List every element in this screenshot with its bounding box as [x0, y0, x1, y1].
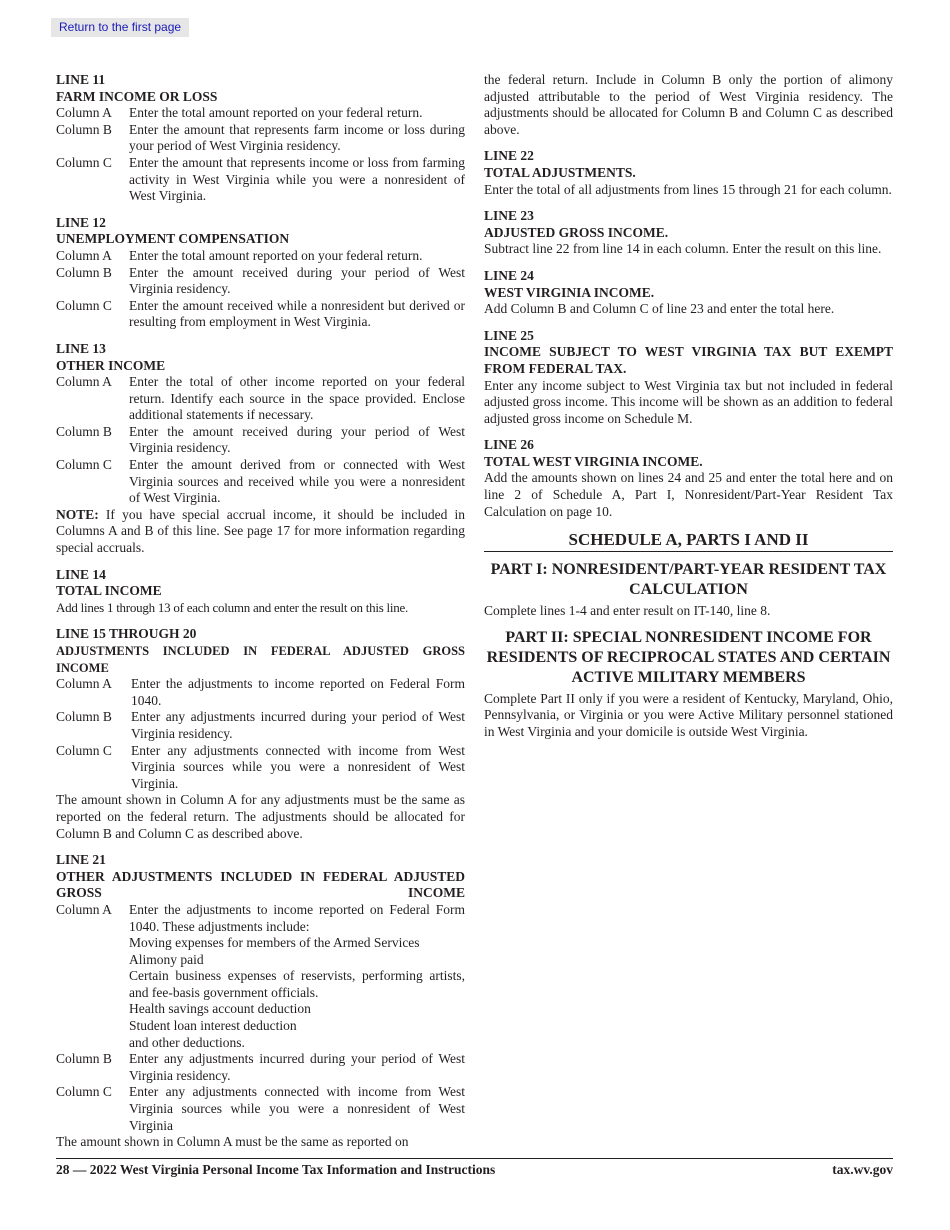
line-label: LINE 11 [56, 72, 106, 87]
column-text: Enter the amount received during your period of West Virginia residency. [129, 423, 465, 456]
section-text: Enter any income subject to West Virginia tax but not included in federal adjusted gross income. This income will be shown as an addition to federal adjusted gross income on Schedule M. [484, 377, 893, 426]
section-text: the federal return. Include in Column B only the portion of alimony adjusted attributable to the period of West Virginia residency. The adjustments should be allocated for Column B and Column C as described above. [484, 72, 893, 137]
column-row [56, 424, 465, 457]
adjustment-item: Health savings account deduction [129, 1001, 311, 1017]
section-heading: OTHER ADJUSTMENTS INCLUDED IN FEDERAL ADJUSTED GROSS INCOME [56, 868, 465, 901]
footer-website: tax.wv.gov [832, 1162, 893, 1177]
section-text: The amount shown in Column A for any adjustments must be the same as reported on the federal return. The adjustments should be allocated for Column B and Column C as described above. [56, 792, 465, 841]
column-label: Column B [56, 121, 112, 137]
line-12-section [56, 215, 465, 331]
column-text: Enter any adjustments incurred during your period of West Virginia residency. [131, 709, 465, 741]
line-24-section [484, 268, 893, 318]
column-text: Enter the adjustments to income reported on Federal Form 1040. These adjustments include: [129, 901, 465, 934]
column-label: Column B [56, 423, 112, 439]
column-row [56, 265, 465, 298]
line-label: LINE 15 THROUGH 20 [56, 626, 197, 642]
column-row [56, 248, 465, 265]
line-21-section [56, 852, 465, 1151]
section-heading: WEST VIRGINIA INCOME. [484, 284, 655, 300]
line-label: LINE 22 [484, 148, 534, 164]
column-text-group [129, 902, 465, 1051]
continued-text [484, 72, 893, 138]
section-heading: OTHER INCOME [56, 357, 166, 373]
column-label: Column C [56, 154, 112, 170]
return-to-first-page-button[interactable]: Return to the first page [51, 18, 189, 37]
section-text: Add Column B and Column C of line 23 and enter the total here. [484, 301, 835, 317]
footer-page-info: 28 — 2022 West Virginia Personal Income Tax Information and Instructions [56, 1162, 496, 1177]
column-row [56, 374, 465, 424]
adjustment-item: Alimony paid [129, 951, 204, 967]
section-heading: TOTAL INCOME [56, 583, 162, 599]
part-1-text: Complete lines 1-4 and enter result on IT-140, line 8. [484, 603, 771, 619]
column-text: Enter the amount received during your period of West Virginia residency. [129, 264, 465, 297]
column-row [56, 1051, 465, 1084]
column-text: Enter any adjustments connected with income from West Virginia sources while you were a nonresident of West Virginia. [131, 742, 465, 791]
line-15-20-section [56, 626, 465, 842]
column-row [56, 122, 465, 155]
note-paragraph [56, 507, 465, 557]
part-2-text: Complete Part II only if you were a resident of Kentucky, Maryland, Ohio, Pennsylvania, or Virginia or you were Active Military personnel stationed in West Virginia and your domicile is outside West Virginia. [484, 690, 893, 740]
line-label: LINE 23 [484, 208, 534, 224]
column-row [56, 155, 465, 205]
section-heading: INCOME SUBJECT TO WEST VIRGINIA TAX BUT EXEMPT FROM FEDERAL TAX. [484, 344, 893, 376]
column-row [56, 105, 465, 122]
column-label: Column B [56, 709, 112, 725]
section-heading: TOTAL ADJUSTMENTS. [484, 164, 636, 180]
adjustment-item: Certain business expenses of reservists, performing artists, and fee-basis government officials. [129, 968, 465, 1000]
section-text: Enter the total of all adjustments from lines 15 through 21 for each column. [484, 181, 892, 197]
line-label: LINE 26 [484, 437, 534, 453]
column-label: Column C [56, 297, 112, 313]
column-label: Column A [56, 901, 112, 917]
left-column [56, 72, 465, 1151]
part-2-title: PART II: SPECIAL NONRESIDENT INCOME FOR RESIDENTS OF RECIPROCAL STATES AND CERTAIN ACTIVE MILITARY MEMBERS [486, 628, 891, 686]
column-label: Column C [56, 742, 112, 758]
column-text: Enter the amount derived from or connected with West Virginia sources and received while you were a nonresident of West Virginia. [129, 457, 465, 506]
column-text: Enter the total of other income reported on your federal return. Identify each source in the space provided. Enclose additional statements if necessary. [129, 374, 465, 423]
line-label: LINE 24 [484, 267, 534, 283]
line-26-section [484, 437, 893, 520]
line-13-section [56, 341, 465, 557]
line-label: LINE 25 [484, 327, 534, 343]
adjustment-item: Moving expenses for members of the Armed Services [129, 935, 420, 951]
column-label: Column A [56, 374, 112, 390]
column-text: Enter the total amount reported on your federal return. [129, 247, 423, 263]
adjustment-item: Student loan interest deduction [129, 1018, 297, 1034]
column-row [56, 743, 465, 793]
note-label: NOTE: [56, 506, 99, 522]
line-label: LINE 13 [56, 340, 106, 356]
column-text: Enter the adjustments to income reported on Federal Form 1040. [131, 676, 465, 708]
line-22-section [484, 148, 893, 198]
column-row [56, 902, 465, 1051]
section-text: Subtract line 22 from line 14 in each column. Enter the result on this line. [484, 241, 882, 257]
column-text: Enter the amount that represents farm income or loss during your period of West Virginia residency. [129, 121, 465, 154]
note-text: If you have special accrual income, it should be included in Columns A and B of this line. See page 17 for more information regarding special accruals. [56, 506, 465, 556]
line-25-section [484, 328, 893, 428]
right-column [484, 72, 893, 741]
line-14-section [56, 567, 465, 617]
section-heading: TOTAL WEST VIRGINIA INCOME. [484, 453, 703, 469]
section-heading: ADJUSTED GROSS INCOME. [484, 224, 669, 240]
column-label: Column A [56, 247, 112, 263]
column-label: Column C [56, 457, 112, 473]
section-heading: ADJUSTMENTS INCLUDED IN FEDERAL ADJUSTED GROSS INCOME [56, 644, 465, 675]
section-text: Add the amounts shown on lines 24 and 25 and enter the total here and on line 2 of Schedule A, Part I, Nonresident/Part-Year Resident Tax Calculation on page 10. [484, 470, 893, 519]
column-label: Column B [56, 1051, 112, 1067]
section-heading: FARM INCOME OR LOSS [56, 88, 218, 104]
line-11-section [56, 72, 465, 205]
line-label: LINE 14 [56, 566, 106, 582]
schedule-title: SCHEDULE A, PARTS I AND II [484, 530, 893, 552]
column-label: Column B [56, 264, 112, 280]
column-row [56, 709, 465, 742]
section-text: Add lines 1 through 13 of each column and enter the result on this line. [56, 599, 409, 615]
column-row [56, 1084, 465, 1134]
footer-divider [56, 1158, 893, 1159]
column-row [56, 298, 465, 331]
column-row [56, 676, 465, 709]
column-text: Enter the total amount reported on your federal return. [129, 105, 423, 121]
column-label: Column A [56, 676, 112, 692]
column-text: Enter any adjustments incurred during your period of West Virginia residency. [129, 1051, 465, 1083]
column-text: Enter the amount that represents income or loss from farming activity in West Virginia while you were a nonresident of West Virginia. [129, 154, 465, 204]
section-heading: UNEMPLOYMENT COMPENSATION [56, 231, 290, 247]
column-label: Column A [56, 105, 112, 121]
column-label: Column C [56, 1084, 112, 1100]
line-label: LINE 12 [56, 214, 106, 230]
column-text: Enter the amount received while a nonresident but derived or resulting from employment in West Virginia. [129, 297, 465, 330]
section-text: The amount shown in Column A must be the same as reported on [56, 1134, 409, 1150]
column-row [56, 457, 465, 507]
column-text: Enter any adjustments connected with income from West Virginia sources while you were a nonresident of West Virginia [129, 1084, 465, 1133]
part-1-title: PART I: NONRESIDENT/PART-YEAR RESIDENT TAX CALCULATION [490, 561, 887, 599]
adjustment-item: and other deductions. [129, 1034, 245, 1050]
line-23-section [484, 208, 893, 258]
line-label: LINE 21 [56, 852, 106, 868]
